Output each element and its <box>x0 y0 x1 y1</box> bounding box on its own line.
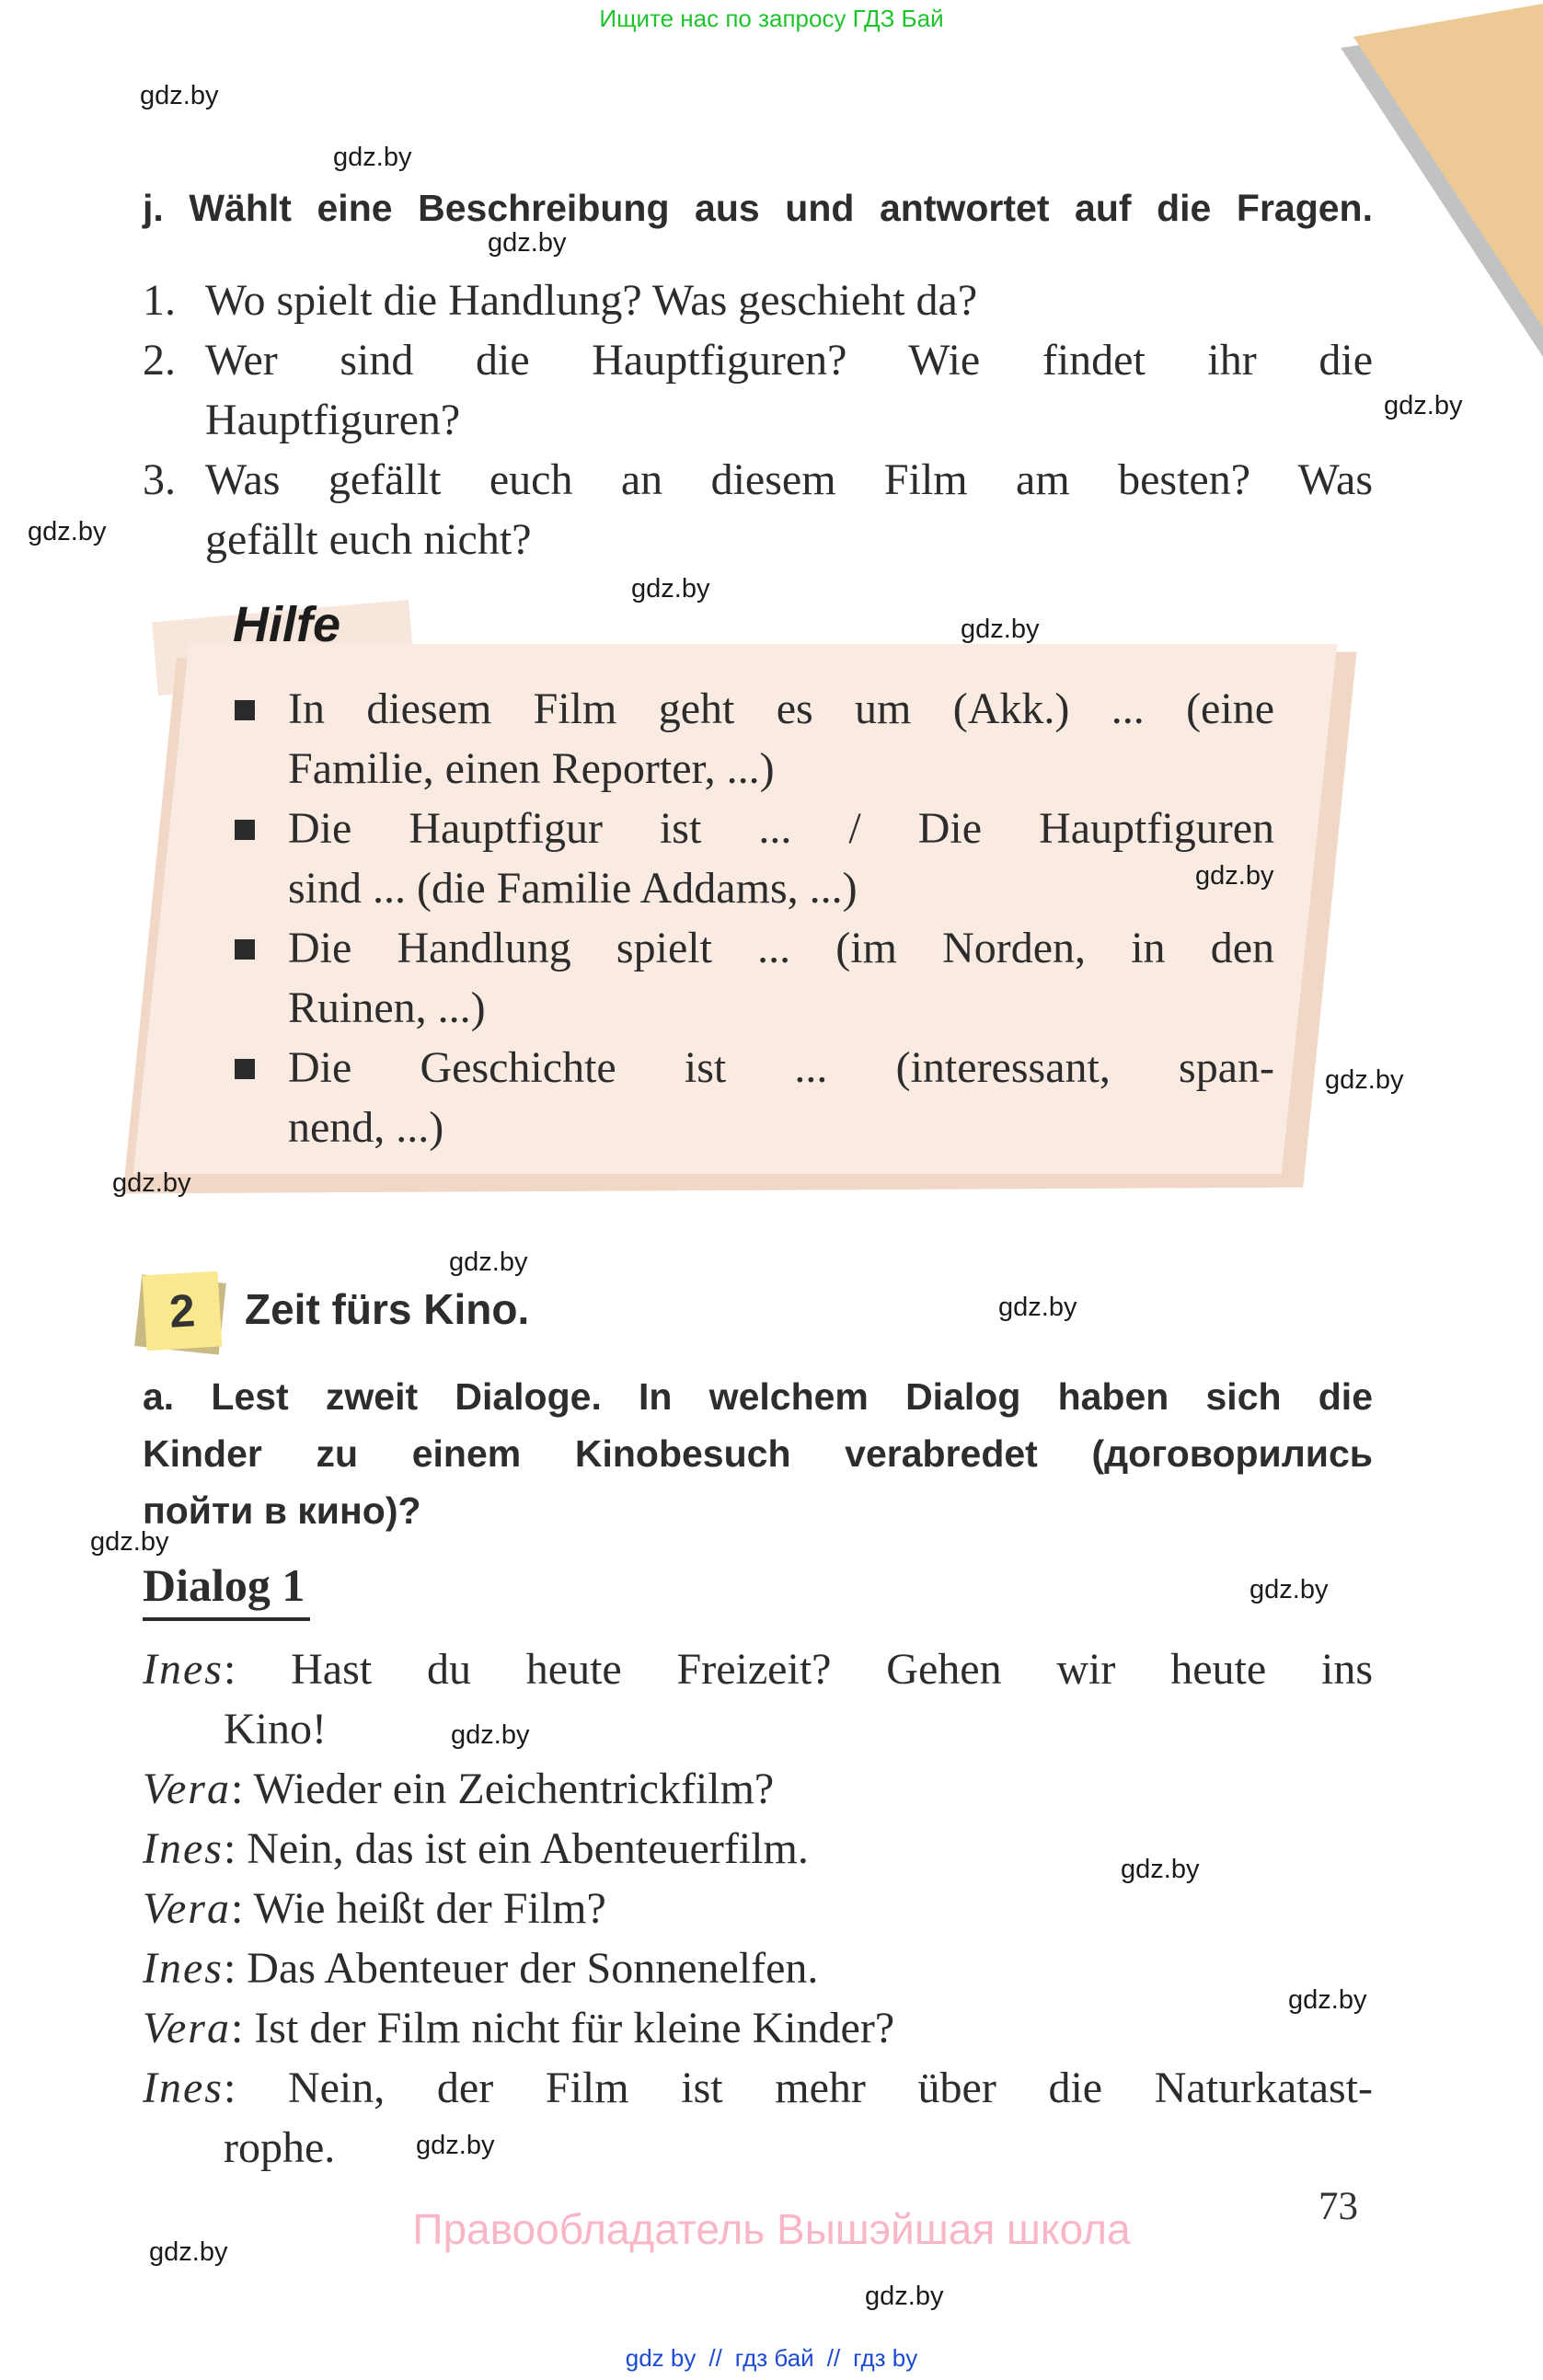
hilfe-line: Ruinen, ...) <box>288 983 486 1032</box>
task-j-line: 3. Was gefällt euch an diesem Film am besten? Was <box>143 455 1373 504</box>
hilfe-line: In diesem Film geht es um (Akk.) ... (eine <box>235 683 1274 736</box>
gdz-watermark: gdz.by <box>1325 1065 1404 1095</box>
gdz-watermark: gdz.by <box>961 615 1040 644</box>
dialog-line: Vera: Ist der Film nicht für kleine Kinder? <box>143 2004 895 2052</box>
top-search-banner: Ищите нас по запросу ГДЗ Бай <box>599 5 944 32</box>
dialog1-title: Dialog 1 <box>143 1558 310 1621</box>
dialog-line: Ines: Nein, das ist ein Abenteuerfilm. <box>143 1824 809 1873</box>
gdz-watermark: gdz.by <box>451 1720 530 1750</box>
gdz-watermark: gdz.by <box>112 1168 191 1198</box>
hilfe-line: Familie, einen Reporter, ...) <box>288 744 775 793</box>
bullet-square-icon <box>235 820 255 840</box>
bullet-square-icon <box>235 1059 255 1079</box>
copyright-notice: Правообладатель Вышэйшая школа <box>412 2205 1131 2253</box>
dialog-line: rophe. <box>224 2123 336 2172</box>
hilfe-line: nend, ...) <box>288 1103 444 1152</box>
gdz-watermark: gdz.by <box>90 1527 169 1557</box>
gdz-watermark: gdz.by <box>1195 861 1274 891</box>
hilfe-line: Die Handlung spielt ... (im Norden, in den <box>235 922 1274 975</box>
dialog-line: Vera: Wieder ein Zeichentrickfilm? <box>143 1765 775 1813</box>
gdz-watermark: gdz.by <box>28 517 107 546</box>
link-separator: // <box>708 2344 722 2372</box>
gdz-watermark: gdz.by <box>1288 1985 1367 2015</box>
gdz-watermark: gdz.by <box>149 2237 228 2267</box>
gdz-watermark: gdz.by <box>140 81 219 110</box>
task-j-line: 1. Wo spielt die Handlung? Was geschieht da? <box>143 276 978 325</box>
dialog-line: Ines: Das Abenteuer der Sonnenelfen. <box>143 1944 819 1993</box>
dialog-line: Vera: Wie heißt der Film? <box>143 1884 606 1933</box>
gdz-watermark: gdz.by <box>865 2282 944 2311</box>
task-j-line: 2. Wer sind die Hauptfiguren? Wie findet ihr die <box>143 336 1373 385</box>
task-j-line: gefällt euch nicht? <box>205 515 532 564</box>
bullet-square-icon <box>235 700 255 720</box>
hilfe-line: Die Geschichte ist ... (interessant, span- <box>235 1041 1274 1095</box>
task-j-line: Hauptfiguren? <box>205 396 461 444</box>
task-a-line: a. Lest zweit Dialoge. In welchem Dialog haben sich die <box>143 1375 1373 1418</box>
gdz-link[interactable]: gdz by <box>625 2344 697 2372</box>
section-number-badge: 2 <box>143 1271 223 1351</box>
dialog-line: Ines: Hast du heute Freizeit? Gehen wir heute ins <box>143 1645 1373 1694</box>
gdz-link[interactable]: гдз by <box>853 2344 918 2372</box>
section-title: Zeit fürs Kino. <box>245 1285 530 1333</box>
hilfe-title: Hilfe <box>233 597 341 652</box>
gdz-watermark: gdz.by <box>1249 1575 1329 1604</box>
hilfe-line: Die Hauptfigur ist ... / Die Hauptfiguren <box>235 802 1274 856</box>
gdz-watermark: gdz.by <box>1384 391 1463 420</box>
hilfe-line: sind ... (die Familie Addams, ...) <box>288 864 858 913</box>
link-separator: // <box>826 2344 841 2372</box>
gdz-watermark: gdz.by <box>998 1293 1077 1322</box>
gdz-watermark: gdz.by <box>416 2131 495 2160</box>
dialog-line: Kino! <box>224 1705 327 1753</box>
task-j-heading: j. Wählt eine Beschreibung aus und antwortet auf die Fragen. <box>143 187 1373 229</box>
task-a-line: Kinder zu einem Kinobesuch verabredet (договорились <box>143 1432 1373 1475</box>
gdz-watermark: gdz.by <box>449 1247 528 1277</box>
gdz-watermark: gdz.by <box>488 228 567 258</box>
gdz-link[interactable]: гдз бай <box>734 2344 814 2372</box>
gdz-watermark: gdz.by <box>333 143 412 172</box>
page-number: 73 <box>1318 2185 1358 2228</box>
gdz-watermark: gdz.by <box>1121 1855 1200 1884</box>
gdz-watermark: gdz.by <box>631 574 710 604</box>
dialog-line: Ines: Nein, der Film ist mehr über die Naturkatast- <box>143 2064 1373 2112</box>
task-a-line: пойти в кино)? <box>143 1489 421 1532</box>
bottom-links <box>0 2344 1543 2373</box>
bullet-square-icon <box>235 939 255 960</box>
